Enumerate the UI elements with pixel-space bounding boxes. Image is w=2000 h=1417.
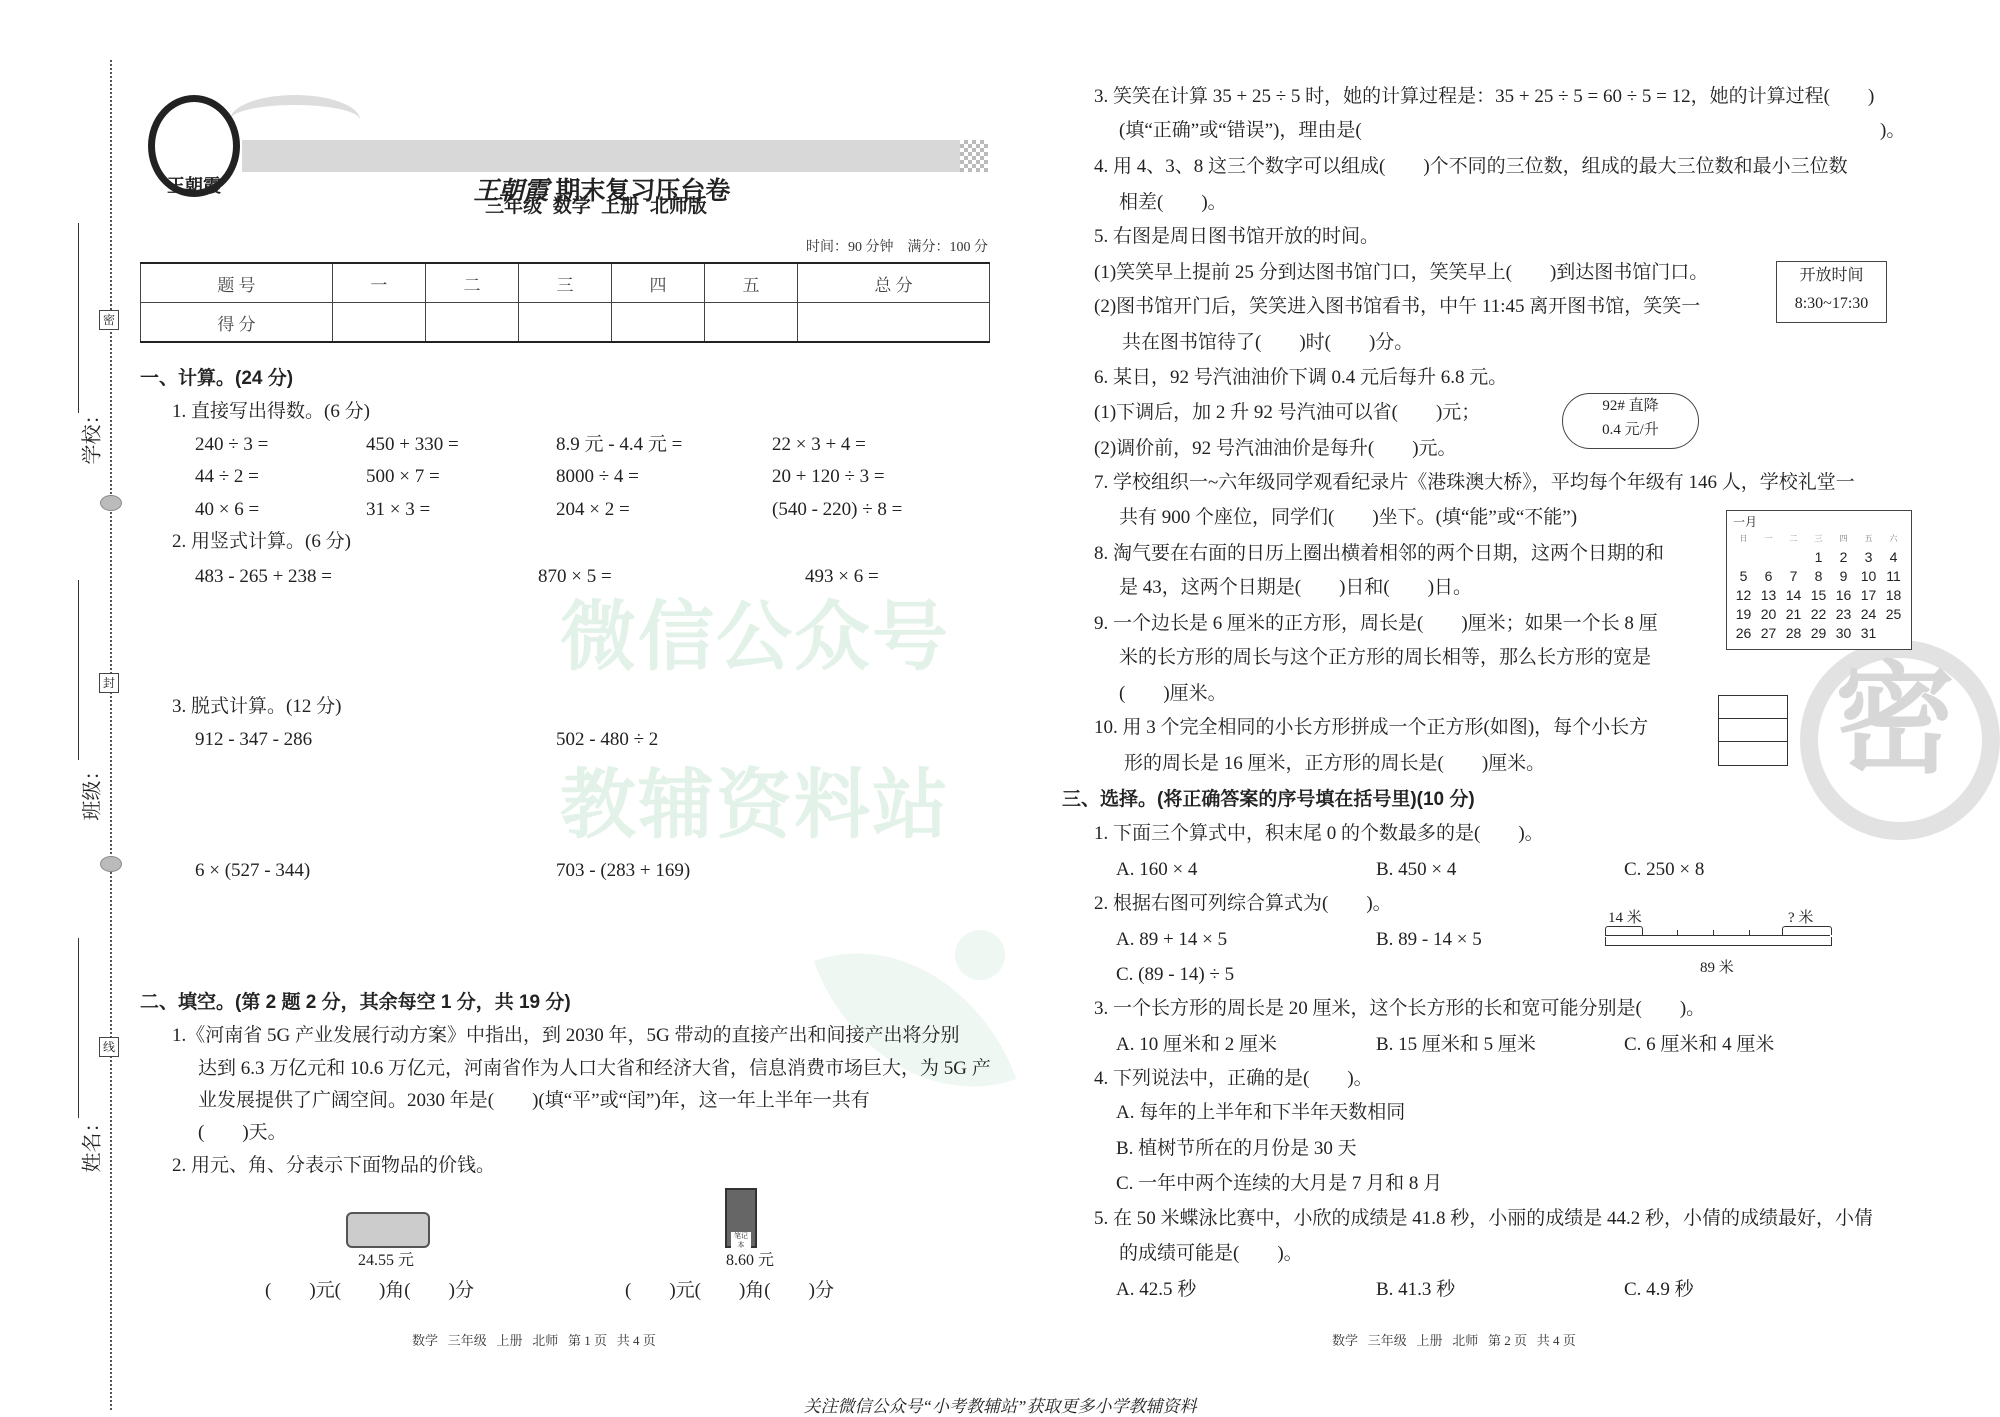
calendar-day: 24 xyxy=(1860,606,1877,622)
score-cell[interactable] xyxy=(705,303,798,343)
section3-title: 三、选择。(将正确答案的序号填在括号里)(10 分) xyxy=(1062,789,1475,810)
calendar-day: 30 xyxy=(1835,625,1852,641)
section2-title: 二、填空。(第 2 题 2 分，其余每空 1 分，共 19 分) xyxy=(140,992,571,1013)
price-label: 24.55 元 xyxy=(358,1252,415,1269)
choice-option: C. 250 × 8 xyxy=(1624,859,1705,880)
calc-item: 40 × 6 = xyxy=(195,499,260,520)
score-header: 一 xyxy=(332,263,425,303)
score-header: 四 xyxy=(611,263,704,303)
calendar-day: 22 xyxy=(1810,606,1827,622)
seal-xian: 线 xyxy=(99,1037,119,1057)
step-calc-item: 912 - 347 - 286 xyxy=(195,729,313,750)
s2-q1-line: ( )天。 xyxy=(198,1122,287,1143)
calendar-day: 14 xyxy=(1785,587,1802,603)
left-segment-brace xyxy=(1605,926,1643,935)
page-footer-left: 数学 三年级 上册 北师 第 1 页 共 4 页 xyxy=(412,1333,656,1348)
small-rectangle xyxy=(1719,742,1787,765)
cloud-line2: 0.4 元/升 xyxy=(1602,422,1659,438)
diagram-line xyxy=(1605,935,1830,936)
class-label: 班级： xyxy=(81,760,104,821)
choice-option: A. 160 × 4 xyxy=(1116,859,1198,880)
calc-item: 240 ÷ 3 = xyxy=(195,434,269,455)
score-cell[interactable] xyxy=(425,303,518,343)
calc-item: 8.9 元 - 4.4 元 = xyxy=(556,434,683,455)
calendar xyxy=(1726,510,1912,650)
s2-q1-line: 1.《河南省 5G 产业发展行动方案》中指出，到 2030 年，5G 带动的直接产出和间接产出将分别 xyxy=(172,1025,960,1046)
choice-question: 4. 下列说法中，正确的是( )。 xyxy=(1094,1068,1373,1089)
score-header: 题 号 xyxy=(141,263,333,303)
score-header: 三 xyxy=(518,263,611,303)
bottom-notice: 关注微信公众号“小考教辅站”获取更多小学教辅资料 xyxy=(803,1397,1197,1416)
choice-option: A. 42.5 秒 xyxy=(1116,1279,1197,1300)
calendar-day: 29 xyxy=(1810,625,1827,641)
calendar-blank xyxy=(1731,548,1756,567)
question-line: 米的长方形的周长与这个正方形的周长相等，那么长方形的宽是 xyxy=(1119,647,1652,668)
question-line: 共有 900 个座位，同学们( )坐下。(填“能”或“不能”) xyxy=(1119,507,1578,528)
calendar-day: 19 xyxy=(1735,606,1752,622)
choice-option: B. 15 厘米和 5 厘米 xyxy=(1376,1034,1536,1055)
stamp-glyph: 密 xyxy=(1835,653,1955,787)
notebook-image xyxy=(725,1188,757,1248)
page-footer-right: 数学 三年级 上册 北师 第 2 页 共 4 页 xyxy=(1332,1333,1576,1348)
question-line: 5. 右图是周日图书馆开放的时间。 xyxy=(1094,226,1380,247)
score-cell[interactable] xyxy=(332,303,425,343)
s2-q1-line: 业发展提供了广阔空间。2030 年是( )(填“平”或“闰”)年，这一年上半年一共有 xyxy=(198,1090,870,1111)
calendar-month: 一月 xyxy=(1733,515,1758,529)
score-header-row xyxy=(141,263,990,303)
question-line: 7. 学校组织一~六年级同学观看纪录片《港珠澳大桥》，平均每个年级有 146 人，学校礼堂一 xyxy=(1094,472,1855,493)
calendar-day: 3 xyxy=(1864,549,1873,565)
calendar-weekday: 一 xyxy=(1764,534,1773,543)
subtitle: 三年级 数学 上册 北师版 xyxy=(485,196,707,217)
choice-option: C. 一年中两个连续的大月是 7 月和 8 月 xyxy=(1116,1173,1443,1194)
calendar-day: 10 xyxy=(1860,568,1877,584)
calendar-day: 5 xyxy=(1739,568,1748,584)
question-line: (2)图书馆开门后，笑笑进入图书馆看书，中午 11:45 离开图书馆，笑笑一 xyxy=(1094,296,1701,317)
school-line xyxy=(78,223,79,413)
calc-item: (540 - 220) ÷ 8 = xyxy=(772,499,903,520)
calendar-day: 27 xyxy=(1760,625,1777,641)
price-answer-blanks[interactable]: ( )元( )角( )分 xyxy=(625,1280,834,1301)
calendar-weekday: 二 xyxy=(1789,534,1798,543)
calc-item: 22 × 3 + 4 = xyxy=(772,434,866,455)
calc-item: 20 + 120 ÷ 3 = xyxy=(772,466,885,487)
choice-option: A. 10 厘米和 2 厘米 xyxy=(1116,1034,1277,1055)
total-brace xyxy=(1605,937,1832,946)
choice-option: A. 89 + 14 × 5 xyxy=(1116,929,1228,950)
calendar-day: 16 xyxy=(1835,587,1852,603)
choice-option: B. 41.3 秒 xyxy=(1376,1279,1456,1300)
name-label: 姓名： xyxy=(81,1112,104,1173)
seal-feng: 封 xyxy=(99,673,119,693)
calendar-day: 25 xyxy=(1885,606,1902,622)
calendar-day: 15 xyxy=(1810,587,1827,603)
question-line: ( )厘米。 xyxy=(1119,683,1227,704)
choice-option: C. 6 厘米和 4 厘米 xyxy=(1624,1034,1775,1055)
score-row xyxy=(141,303,990,343)
binding-dotted-line xyxy=(110,60,112,1410)
calendar-day: 11 xyxy=(1886,568,1901,584)
ribbon-decoration xyxy=(230,95,360,145)
logo-text: 王朝霞 xyxy=(167,176,221,196)
calc-item: 8000 ÷ 4 = xyxy=(556,466,639,487)
watermark-line2: 教辅资料站 xyxy=(560,763,950,848)
vertical-calc-item: 493 × 6 = xyxy=(805,566,879,587)
s1-q2-label: 2. 用竖式计算。(6 分) xyxy=(172,531,351,552)
calendar-weekday: 五 xyxy=(1864,534,1873,543)
choice-option: A. 每年的上半年和下半年天数相同 xyxy=(1116,1102,1406,1123)
question-line-end: )。 xyxy=(1880,120,1906,141)
name-line xyxy=(78,938,79,1118)
choice-question: 1. 下面三个算式中，积末尾 0 的个数最多的是( )。 xyxy=(1094,823,1544,844)
price-cloud xyxy=(1562,393,1699,449)
choice-option: B. 450 × 4 xyxy=(1376,859,1457,880)
score-cell[interactable] xyxy=(518,303,611,343)
question-line: 6. 某日，92 号汽油油价下调 0.4 元后每升 6.8 元。 xyxy=(1094,367,1508,388)
question-line: 10. 用 3 个完全相同的小长方形拼成一个正方形(如图)，每个小长方 xyxy=(1094,717,1649,738)
library-hours-title: 开放时间 xyxy=(1799,267,1864,284)
s1-q3-label: 3. 脱式计算。(12 分) xyxy=(172,696,342,717)
diagram-right-label: ? 米 xyxy=(1788,910,1814,926)
calc-item: 44 ÷ 2 = xyxy=(195,466,259,487)
question-line: (填“正确”或“错误”)，理由是( xyxy=(1119,120,1362,141)
library-hours: 8:30~17:30 xyxy=(1794,295,1869,312)
calendar-day: 20 xyxy=(1760,606,1777,622)
seal-mi: 密 xyxy=(99,310,119,330)
calendar-day: 6 xyxy=(1764,568,1773,584)
question-line: 是 43，这两个日期是( )日和( )日。 xyxy=(1119,577,1473,598)
question-line: 形的周长是 16 厘米，正方形的周长是( )厘米。 xyxy=(1124,753,1546,774)
calendar-day: 31 xyxy=(1860,625,1877,641)
binding-hole-icon xyxy=(100,856,122,872)
pencil-box-image xyxy=(346,1212,430,1248)
calendar-day: 13 xyxy=(1760,587,1777,603)
calc-item: 204 × 2 = xyxy=(556,499,630,520)
question-line: 9. 一个边长是 6 厘米的正方形，周长是( )厘米；如果一个长 8 厘 xyxy=(1094,613,1658,634)
choice-option: B. 植树节所在的月份是 30 天 xyxy=(1116,1138,1357,1159)
calendar-day: 28 xyxy=(1785,625,1802,641)
calendar-day: 21 xyxy=(1785,606,1802,622)
choice-question: 2. 根据右图可列综合算式为( )。 xyxy=(1094,893,1392,914)
class-line xyxy=(78,580,79,760)
calendar-day: 9 xyxy=(1839,568,1848,584)
s2-q1-line: 达到 6.3 万亿元和 10.6 万亿元，河南省作为人口大省和经济大省，信息消费市场巨大，为 5G 产 xyxy=(198,1058,991,1079)
choice-question: 5. 在 50 米蝶泳比赛中，小欣的成绩是 41.8 秒，小丽的成绩是 44.2 秒，小倩的成绩最好，小倩 xyxy=(1094,1208,1874,1229)
library-hours-box xyxy=(1776,261,1887,323)
calendar-weekday: 日 xyxy=(1739,534,1748,543)
vertical-calc-item: 870 × 5 = xyxy=(538,566,612,587)
score-header: 总 分 xyxy=(798,263,990,303)
calendar-weekday: 三 xyxy=(1814,534,1823,543)
score-row-label: 得 分 xyxy=(141,303,333,343)
s1-q1-label: 1. 直接写出得数。(6 分) xyxy=(172,401,370,422)
question-line: (2)调价前，92 号汽油油价是每升( )元。 xyxy=(1094,438,1457,459)
vertical-calc-item: 483 - 265 + 238 = xyxy=(195,566,333,587)
calc-item: 450 + 330 = xyxy=(366,434,459,455)
question-line: 相差( )。 xyxy=(1119,192,1227,213)
choice-option: C. (89 - 14) ÷ 5 xyxy=(1116,964,1235,985)
calendar-day: 17 xyxy=(1860,587,1877,603)
diagram-left-label: 14 米 xyxy=(1608,910,1642,926)
diagram-tick xyxy=(1677,930,1678,936)
score-cell[interactable] xyxy=(798,303,990,343)
cloud-line1: 92# 直降 xyxy=(1602,398,1659,414)
calendar-day: 8 xyxy=(1814,568,1823,584)
calendar-blank xyxy=(1756,548,1781,567)
question-line: (1)下调后，加 2 升 92 号汽油可以省( )元； xyxy=(1094,402,1481,423)
binding-hole-icon xyxy=(100,495,122,511)
calendar-day: 26 xyxy=(1735,625,1752,641)
calendar-grid xyxy=(1731,529,1906,643)
question-line: 共在图书馆待了( )时( )分。 xyxy=(1122,332,1414,353)
step-calc-item: 703 - (283 + 169) xyxy=(556,860,691,881)
diagram-tick xyxy=(1713,930,1714,936)
calendar-weekday: 四 xyxy=(1839,534,1848,543)
calendar-day: 12 xyxy=(1735,587,1752,603)
small-rectangle xyxy=(1719,719,1787,742)
three-rectangles-figure xyxy=(1718,695,1788,766)
exam-time: 时间：90 分钟 满分：100 分 xyxy=(806,240,988,255)
score-table xyxy=(140,262,990,343)
right-segment-brace xyxy=(1782,926,1832,935)
step-calc-item: 502 - 480 ÷ 2 xyxy=(556,729,659,750)
calendar-day: 2 xyxy=(1839,549,1848,565)
notebook-cover-label: 笔记本 xyxy=(731,1232,751,1250)
calendar-day: 23 xyxy=(1835,606,1852,622)
score-cell[interactable] xyxy=(611,303,704,343)
calendar-day: 1 xyxy=(1814,549,1823,565)
score-header: 五 xyxy=(705,263,798,303)
section1-title: 一、计算。(24 分) xyxy=(140,368,294,389)
price-label: 8.60 元 xyxy=(726,1252,775,1269)
choice-option: C. 4.9 秒 xyxy=(1624,1279,1694,1300)
question-line: (1)笑笑早上提前 25 分到达图书馆门口，笑笑早上( )到达图书馆门口。 xyxy=(1094,262,1709,283)
watermark-line1: 微信公众号 xyxy=(560,595,950,680)
calendar-day: 4 xyxy=(1889,549,1898,565)
choice-question: 3. 一个长方形的周长是 20 厘米，这个长方形的长和宽可能分别是( )。 xyxy=(1094,998,1706,1019)
calendar-weekday: 六 xyxy=(1889,534,1898,543)
s2-q2-label: 2. 用元、角、分表示下面物品的价钱。 xyxy=(172,1155,496,1176)
small-rectangle xyxy=(1719,696,1787,719)
choice-option: B. 89 - 14 × 5 xyxy=(1376,929,1482,950)
brand-name: 王朝霞 xyxy=(473,178,549,205)
watermark-dot-icon xyxy=(955,930,1005,980)
calendar-blank xyxy=(1781,548,1806,567)
question-line: 8. 淘气要在右面的日历上圈出横着相邻的两个日期，这两个日期的和 xyxy=(1094,543,1665,564)
calendar-day: 18 xyxy=(1885,587,1902,603)
question-line: 3. 笑笑在计算 35 + 25 ÷ 5 时，她的计算过程是：35 + 25 ÷ 5 = 60 ÷ 5 = 12，她的计算过程( ) xyxy=(1094,86,1875,107)
title-text: 期末复习压台卷 xyxy=(555,177,731,205)
diagram-tick xyxy=(1749,930,1750,936)
price-answer-blanks[interactable]: ( )元( )角( )分 xyxy=(265,1280,474,1301)
calc-item: 500 × 7 = xyxy=(366,466,440,487)
diagram-total-label: 89 米 xyxy=(1700,960,1734,976)
question-line: 4. 用 4、3、8 这三个数字可以组成( )个不同的三位数，组成的最大三位数和最小三位数 xyxy=(1094,156,1848,177)
calendar-day: 7 xyxy=(1789,568,1798,584)
school-label: 学校： xyxy=(81,404,104,465)
step-calc-item: 6 × (527 - 344) xyxy=(195,860,311,881)
score-header: 二 xyxy=(425,263,518,303)
calc-item: 31 × 3 = xyxy=(366,499,431,520)
choice-question-cont: 的成绩可能是( )。 xyxy=(1119,1243,1303,1264)
